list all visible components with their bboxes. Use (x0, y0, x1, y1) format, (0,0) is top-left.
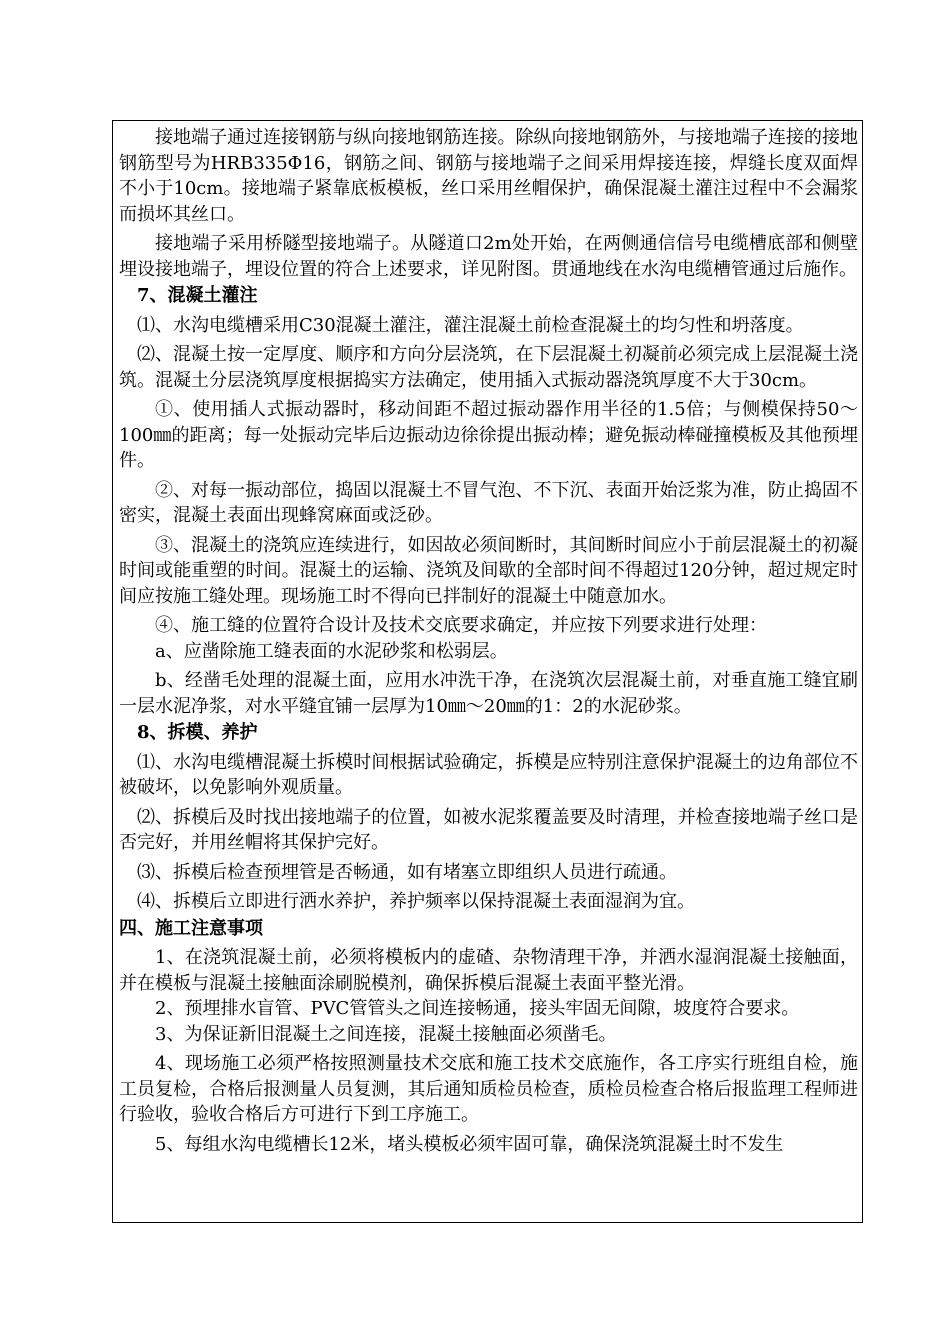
document-table-cell (112, 120, 863, 1223)
paragraph-formwork-2: ⑵、拆模后及时找出接地端子的位置，如被水泥浆覆盖要及时清理，并检查接地端子丝口是否完好，并用丝帽将其保护完好。 (119, 806, 858, 853)
section-heading-formwork-curing: 8、拆模、养护 (137, 722, 258, 743)
paragraph-joint-a: a、应凿除施工缝表面的水泥砂浆和松弱层。 (155, 640, 508, 662)
paragraph-pouring-1: ⑴、水沟电缆槽采用C30混凝土灌注，灌注混凝土前检查混凝土的均匀性和坍落度。 (137, 314, 804, 336)
section-heading-concrete-pouring: 7、混凝土灌注 (137, 285, 258, 306)
paragraph-precaution-1: 1、在浇筑混凝土前，必须将模板内的虚碴、杂物清理干净，并洒水湿润混凝土接触面，并在模板与混凝土接触面涂刷脱模剂，确保拆模后混凝土表面平整光滑。 (119, 947, 858, 994)
paragraph-pouring-2: ⑵、混凝土按一定厚度、顺序和方向分层浇筑，在下层混凝土初凝前必须完成上层混凝土浇筑。混凝土分层浇筑厚度根据捣实方法确定，使用插入式振动器浇筑厚度不大于30cm。 (119, 344, 858, 391)
paragraph-precaution-5: 5、每组水沟电缆槽长12米，堵头模板必须牢固可靠，确保浇筑混凝土时不发生 (155, 1133, 784, 1155)
paragraph-grounding-connection: 接地端子通过连接钢筋与纵向接地钢筋连接。除纵向接地钢筋外，与接地端子连接的接地钢筋型号为HRB335Φ16，钢筋之间、钢筋与接地端子之间采用焊接连接，焊缝长度双面焊不小于10cm。接地端子紧靠底板模板，丝口采用丝帽保护，确保混凝土灌注过程中不会漏浆而损坏其丝口。 (119, 127, 858, 225)
section-heading-precautions: 四、施工注意事项 (119, 917, 263, 939)
paragraph-tamping: ②、对每一振动部位，捣固以混凝土不冒气泡、不下沉、表面开始泛浆为准，防止捣固不密实，混凝土表面出现蜂窝麻面或泛砂。 (119, 479, 858, 526)
paragraph-continuous-pouring: ③、混凝土的浇筑应连续进行，如因故必须间断时，其间断时间应小于前层混凝土的初凝时间或能重塑的时间。混凝土的运输、浇筑及间歇的全部时间不得超过120分钟，超过规定时间应按施工缝处理。现场施工时不得向已拌制好的混凝土中随意加水。 (119, 534, 858, 607)
paragraph-formwork-3: ⑶、拆模后检查预埋管是否畅通，如有堵塞立即组织人员进行疏通。 (137, 861, 677, 883)
paragraph-precaution-2: 2、预埋排水盲管、PVC管管头之间连接畅通，接头牢固无间隙，坡度符合要求。 (155, 998, 800, 1019)
paragraph-precaution-3: 3、为保证新旧混凝土之间连接，混凝土接触面必须凿毛。 (155, 1023, 617, 1045)
paragraph-precaution-4: 4、现场施工必须严格按照测量技术交底和施工技术交底施作，各工序实行班组自检，施工员复检，合格后报测量人员复测，其后通知质检员检查，质检员检查合格后报监理工程师进行验收，验收合格后方可进行下到工序施工。 (119, 1053, 858, 1125)
paragraph-vibrator: ①、使用插人式振动器时，移动间距不超过振动器作用半径的1.5倍；与侧模保持50～100㎜的距离；每一处振动完毕后边振动边徐徐提出振动棒；避免振动棒碰撞模板及其他预埋件。 (119, 399, 858, 471)
paragraph-construction-joint: ④、施工缝的位置符合设计及技术交底要求确定，并应按下列要求进行处理： (155, 615, 767, 636)
document-body (119, 125, 858, 1157)
paragraph-grounding-terminal-type: 接地端子采用桥隧型接地端子。从隧道口2m处开始，在两侧通信信号电缆槽底部和侧壁埋设接地端子，埋设位置的符合上述要求，详见附图。贯通地线在水沟电缆槽管通过后施作。 (119, 233, 858, 280)
paragraph-formwork-4: ⑷、拆模后立即进行洒水养护，养护频率以保持混凝土表面湿润为宜。 (137, 891, 695, 912)
paragraph-formwork-1: ⑴、水沟电缆槽混凝土拆模时间根据试验确定，拆模是应特别注意保护混凝土的边角部位不被破坏，以免影响外观质量。 (119, 751, 858, 798)
paragraph-joint-b: b、经凿毛处理的混凝土面，应用水冲洗干净，在浇筑次层混凝土前，对垂直施工缝宜刷一层水泥净浆，对水平缝宜铺一层厚为10㎜～20㎜的1：2的水泥砂浆。 (119, 670, 858, 717)
